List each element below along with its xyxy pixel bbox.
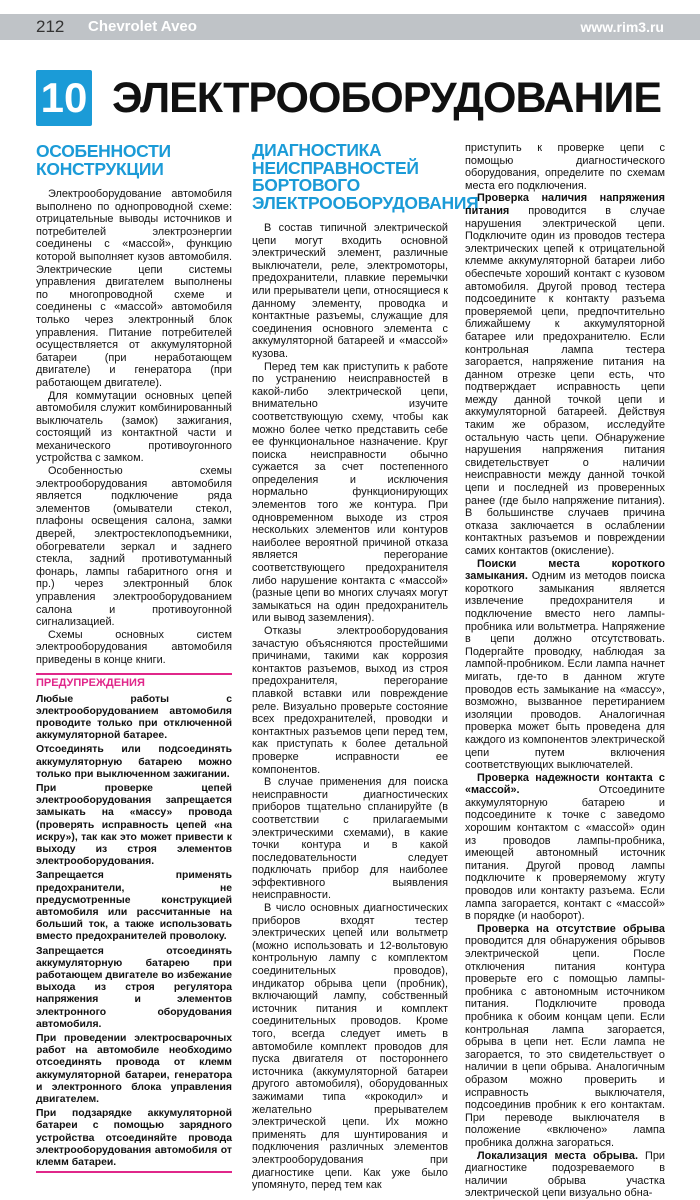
- column-1: [36, 142, 232, 1173]
- subheading: Проверка наличия напряжения питания: [465, 192, 665, 217]
- warnings-block: [36, 694, 232, 1170]
- warnings-divider: [36, 1171, 232, 1173]
- paragraph-text: Одним из методов поиска короткого замыкания является извлечение предохранителя и подключение вместо него лампы-пробника или вольтметра. Напряжение в цепи должно отсутствовать. Подергайте проводку, наблюдая за лампой-пробником. Если лампа начнет мигать, где-то в данном жгуте проводов есть замыкание на «массу», возможно, вызванное перетиранием изоляции проводов. Аналогичная проверка может быть проведена для каждого из компонентов электрической цепи путем включения соответствующих выключателей.: [465, 570, 665, 772]
- warnings-heading: ПРЕДУПРЕЖДЕНИЯ: [36, 673, 232, 690]
- chapter-number-badge: 10: [36, 70, 92, 126]
- paragraph-voltage-check: [465, 192, 665, 557]
- subheading: Поиски места короткого замыкания.: [465, 557, 665, 583]
- paragraph-text: Отсоедините аккумуляторную батарею и подсоедините к точке с заведомо хорошим контактом с «массой» один из проводов лампы-пробника, имеющей автономный источник питания. Другой провод лампы подключите к проверяемому жгуту проводов или контакту разъема. Если лампа загорается, контакт с «массой» в порядке (и наоборот).: [465, 784, 665, 923]
- paragraph: приступить к проверке цепи с помощью диагностического оборудования, определите по схемам места его подключения.: [465, 142, 665, 192]
- paragraph: Для коммутации основных цепей автомобиля служит комбинированный выключатель (замок) зажигания, состоящий из контактной части и механического противоугонного устройства с замком.: [36, 389, 232, 465]
- warning-item: Отсоединять или подсоединять аккумуляторную батарею можно только при выключенном зажигании.: [36, 744, 232, 780]
- paragraph: В число основных диагностических приборов входят тестер электрических цепей или вольтметр (можно использовать и 12-вольтовую контрольную лампу с комплектом соединительных проводов), индикатор обрыва цепи (пробник), включающий лампу, собственный источник питания и комплект соединительных проводов. Кроме того, всегда следует иметь в автомобиле комплект проводов для пуска двигателя от постороннего источника (аккумуляторной батареи другого автомобиля), оборудованных зажимами типа «крокодил» и желательно прерывателем электрической цепи. Их можно применять для шунтирования и подключения различных элементов электрооборудования при диагностике цепи. Как уже было упомянуто, перед тем как: [252, 902, 448, 1192]
- paragraph: Особенностью схемы электрооборудования автомобиля является подключение ряда элементов (омыватели стекол, плафоны освещения салона, замки дверей, электростеклоподъемники, обогреватели зеркал и заднего стекла, задний противотуманный фонарь, лампы габаритного огня и пр.) через электронный блок управления электрооборудованием салона и противоугонной сигнализацией.: [36, 465, 232, 629]
- warning-item: При проверке цепей электрооборудования запрещается замыкать на «массу» провода (проверять исправность цепей «на искру»), так как это может привести к выходу из строя элементов электрооборудования.: [36, 782, 232, 868]
- section-heading-diagnostics: ДИАГНОСТИКА НЕИСПРАВНОСТЕЙ БОРТОВОГО ЭЛЕКТРООБОРУДОВАНИЯ: [252, 140, 479, 213]
- warning-item: При подзарядке аккумуляторной батареи с помощью зарядного устройства отсоединяйте провода электрооборудования автомобиля от клемм батареи.: [36, 1108, 232, 1169]
- paragraph-ground-check: [465, 772, 665, 923]
- chapter-title: ЭЛЕКТРООБОРУДОВАНИЕ: [112, 74, 662, 122]
- paragraph: Электрооборудование автомобиля выполнено по однопроводной схеме: отрицательные выводы источников и потребителей электроэнергии соединены с «массой», функцию которой выполняет кузов автомобиля. Электрические цепи системы управления двигателем выполнены по многопроводной схеме и соединены с «массой» автомобиля только через электронный блок управления. Питание потребителей осуществляется от аккумуляторной батареи (при неработающем двигателе) и генератора (при работающем двигателе).: [36, 188, 232, 389]
- site-url: www.rim3.ru: [580, 19, 664, 35]
- warning-item: Запрещается отсоединять аккумуляторную батарею при работающем двигателе во избежание выхода из строя регулятора напряжения и элементов электронного оборудования автомобиля.: [36, 945, 232, 1030]
- warning-item: Любые работы с электрооборудованием автомобиля проводите только при отключенной аккумуляторной батарее.: [36, 693, 232, 742]
- paragraph-short-circuit: [465, 558, 665, 772]
- subheading: Локализация места обрыва.: [477, 1149, 638, 1162]
- paragraph-text: При диагностике подозреваемого в наличии обрыва участка электрической цепи визуально обна-: [465, 1149, 666, 1200]
- page-number: 212: [36, 17, 65, 36]
- paragraph: В случае применения для поиска неисправности диагностических приборов тщательно спланируйте (в соответствии с прилагаемыми электрическими схемами), в какие точки контура и в какой последовательности следует подключать прибор для наиболее эффективного выявления неисправности.: [252, 776, 448, 902]
- book-title: Chevrolet Aveo: [88, 18, 197, 35]
- paragraph: Схемы основных систем электрооборудования автомобиля приведены в конце книги.: [36, 628, 232, 666]
- column-3: [465, 142, 665, 1200]
- column-2: [252, 140, 479, 1192]
- paragraph: В состав типичной электрической цепи могут входить основной электрический элемент, различные выключатели, реле, электромоторы, предохранители, плавкие перемычки или прерыватели цепи, относящиеся к данному элементу, проводка и контактные разъемы, служащие для соединения основного элемента с аккумуляторной батареей и «массой» кузова.: [252, 222, 448, 360]
- paragraph-break-location: [465, 1150, 665, 1200]
- paragraph-text: проводится для обнаружения обрывов электрической цепи. После отключения питания контура проверьте его с помощью лампы-пробника с автономным источником питания. Подключите провода пробника к обоим концам цепи. Если контрольная лампа загорается, обрыва в цепи нет. Если лампа не загорается, то это свидетельствует о наличии в цепи обрыва. Аналогичным образом можно проверить и исправность выключателя, подсоединив пробник к его контактам. При переводе выключателя в положение «включено» лампа пробника должна загораться.: [465, 935, 665, 1149]
- paragraph-open-circuit: [465, 923, 665, 1150]
- subheading: Проверка надежности контакта с «массой».: [465, 771, 665, 797]
- paragraph: Отказы электрооборудования зачастую объясняются простейшими причинами, такими как коррозия контактов разъемов, выход из строя предохранителя, перегорание плавкой вставки или повреждение реле. Визуально проверьте состояние всех предохранителей, проводки и контактных разъемов цепи перед тем, как приступать к более детальной проверке исправности ее компонентов.: [252, 625, 448, 776]
- page-header-bar: [0, 14, 700, 40]
- warning-item: При проведении электросварочных работ на автомобиле необходимо отсоединять провода от клемм аккумуляторной батареи, генератора и электронного блока управления двигателем.: [36, 1033, 232, 1106]
- paragraph: Перед тем как приступить к работе по устранению неисправностей в какой-либо электрической цепи, внимательно изучите соответствующую схему, чтобы как можно более четко представить себе ее функциональное назначение. Круг поиска неисправности обычно сужается за счет постепенного определения и исключения нормально функционирующих элементов того же контура. При одновременном выходе из строя нескольких элементов или контуров наиболее вероятной причиной отказа является перегорание соответствующего предохранителя либо нарушение контакта с «массой» (разные цепи во многих случаях могут замыкаться на один предохранитель или вывод заземления).: [252, 360, 448, 625]
- paragraph-text: проводится в случае нарушения электрической цепи. Подключите один из проводов тестера электрических цепей к отрицательной клемме аккумуляторной батареи либо обеспечьте хороший контакт с кузовом автомобиля. Другой провод тестера подсоедините к контакту разъема проверяемой цепи, предпочтительно ближайшему к аккумуляторной батарее или предохранителю. Если контрольная лампа тестера загорается, напряжение питания на данном отрезке цепи есть, что подтверждает исправность цепи между данной точкой цепи и аккумуляторной батареей. Действуя таким же образом, исследуйте остальную часть цепи. Обнаружение нарушения напряжения питания свидетельствует о наличии неисправности между данной точкой цепи и последней из проверенных ранее (где было напряжение питания). В большинстве случаев причина отказа заключается в ослаблении контактных разъемов и повреждении самих контактов (окисление).: [465, 204, 665, 557]
- warning-item: Запрещается применять предохранители, не предусмотренные конструкцией автомобиля или рассчитанные на больший ток, а также использовать вместо предохранителей проволоку.: [36, 870, 232, 943]
- section-heading-features: ОСОБЕННОСТИ КОНСТРУКЦИИ: [36, 141, 171, 179]
- subheading: Проверка на отсутствие обрыва: [477, 922, 665, 935]
